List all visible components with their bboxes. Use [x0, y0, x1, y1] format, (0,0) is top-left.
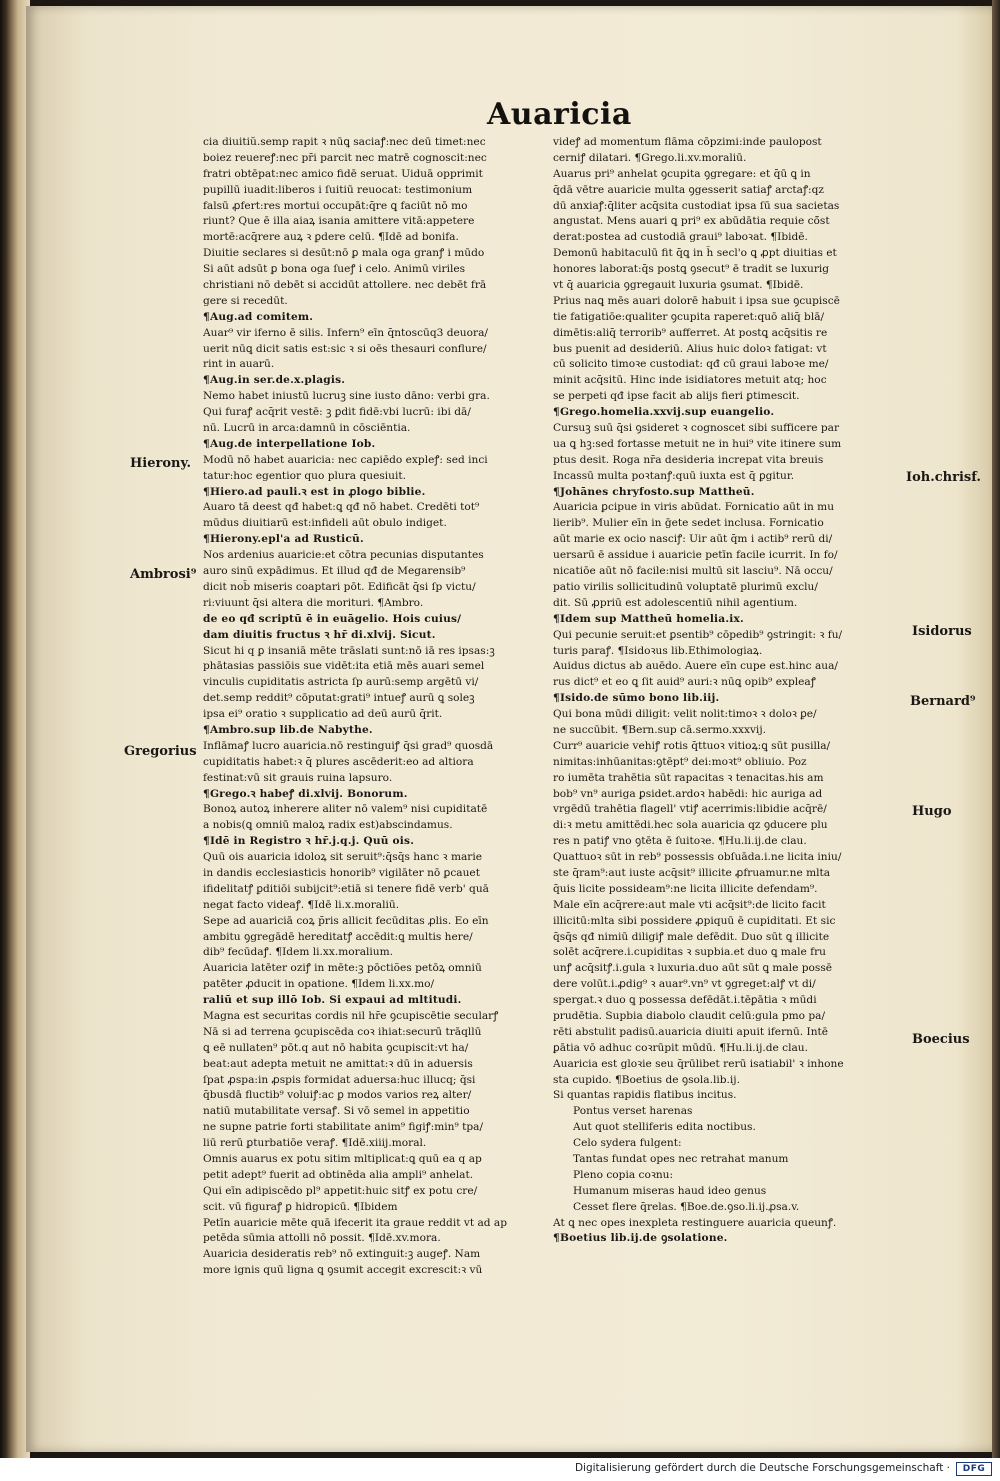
- section-heading: de eo qđ scriptū ē in euāgelio. Hois cuius/: [203, 612, 462, 625]
- section-heading: ¶Aug.in ser.de.x.plagis.: [203, 374, 346, 387]
- text-line: minit acq̄sitū. Hinc inde isidiatores metuit atq; hoc: [553, 374, 827, 387]
- text-line: dimētis:aliq̄ terrorib⁹ aufferret. At postꝗ acq̄sitis re: [553, 326, 828, 339]
- text-line: phātasias passiōis sue vidēt:ita etiā mēs auari semel: [203, 660, 485, 673]
- text-column-right: [553, 135, 913, 1247]
- text-line: Auarus pri⁹ anhelat ꝯcupita ꝯgregare: et q̄ū ꝗ in: [553, 167, 811, 180]
- text-line: Sicut hi q ꝑ insaniā mēte trāslati sunt:nō iā res ipsas:ꝫ: [203, 644, 495, 657]
- text-line: Magna est securitas cordis nil hr̄e ꝯcupiscētie secularꝭ: [203, 1009, 499, 1022]
- text-line: ri:viuunt q̄si altera die morituri. ¶Ambro.: [203, 596, 424, 609]
- text-line: dib⁹ fecūdaꝭ. ¶Idem li.xx.moralium.: [203, 946, 394, 959]
- text-line: Qui furaꝭ acq̄rit vestē: ꝫ ꝑdit fidē:vbi lucrū: ibi dā/: [203, 406, 471, 419]
- text-line: mūdus diuitiarū est:infideli aūt obulo indiget.: [203, 517, 447, 530]
- margin-note-boecius: Boecius: [912, 1032, 970, 1047]
- text-line: in dandis ecclesiasticis honorib⁹ vigilāter nō ꝑcauet: [203, 866, 480, 879]
- text-line: dicit nob̄ miseris coaptari pōt. Edificāt q̄si ſp victu/: [203, 580, 476, 593]
- text-line: aūt marie ex ocio nasciꝭ: Uir aūt q̄m i actib⁹ rerū di/: [553, 533, 833, 546]
- text-line: derat:postea ad custodiā graui⁹ laboꝛat. ¶Ibidē.: [553, 231, 808, 244]
- text-line: petit adept⁹ fuerit ad obtinēda alia ampli⁹ anhelat.: [203, 1168, 474, 1181]
- text-line: At ꝗ nec opes inexpleta restinguere auaricia queunꝭ.: [553, 1216, 837, 1229]
- margin-note-bernardus: Bernard⁹: [910, 694, 976, 709]
- text-line: rint in auarū.: [203, 358, 275, 371]
- text-line: riunt? Que ē illa aiaꝝ isania amittere vitā:appetere: [203, 215, 475, 228]
- text-line: rēti abstulit padisū.auaricia diuiti apuit ifernū. Intē: [553, 1025, 829, 1038]
- text-line: res n patiꝭ vno ꝯtēta ē ſuitoꝛe. ¶Hu.li.ij.de clau.: [553, 835, 807, 848]
- section-heading: ¶Boetius lib.ij.de ꝯsolatione.: [553, 1232, 728, 1245]
- text-line: Male eīn acq̄rere:aut male vti acq̄sit⁹:de licito facit: [553, 898, 826, 911]
- text-column-left: [203, 135, 555, 1279]
- section-heading: ¶Idem sup Mattheū homelia.ix.: [553, 612, 744, 625]
- section-heading: raliū et sup illō Iob. Si expaui ad mltitudi.: [203, 994, 462, 1007]
- text-line: vinculis cupiditatis astricta ſp aurū:semp argētū vi/: [203, 676, 479, 689]
- text-line: ptus desit. Roga nr̄a desideria increpat vita breuis: [553, 453, 824, 466]
- book-right-edge: [992, 0, 1000, 1458]
- text-line: Si aūt adsūt ꝑ bona oga ſueꝭ i celo. Animū viriles: [203, 263, 466, 276]
- text-line: Petīn auaricie mēte quā ifecerit ita graue reddit vt ad ap: [203, 1216, 508, 1229]
- text-line: Tantas fundat opes nec retrahat manum: [573, 1153, 789, 1165]
- text-line: Qui eīn adipiscēdo pl⁹ appetit:huic sitꝭ ex potu cre/: [203, 1184, 478, 1197]
- text-line: petēda sūmia attolli nō possit. ¶Idē.xv.mora.: [203, 1232, 441, 1245]
- text-line: rus dict⁹ et eo ꝗ ſit auid⁹ auri:ꝛ nūꝗ opib⁹ expleaꝭ: [553, 676, 816, 689]
- section-heading: ¶Grego.homelia.xxvij.sup euangelio.: [553, 406, 775, 419]
- text-line: Quattuoꝛ sūt in reb⁹ possessis obſuāda.i.ne licita iniu/: [553, 851, 842, 864]
- text-line: tatur:hoc egentior quo plura quesiuit.: [203, 469, 407, 482]
- text-line: Pleno copia coꝛnu:: [573, 1168, 674, 1181]
- text-line: Demonū habitaculū fit q̄ꝗ in h̄ secl'o ꝗ ꝓpt diuitias et: [553, 247, 837, 260]
- text-line: di:ꝛ metu amittēdi.hec sola auaricia qz ꝯducere plu: [553, 819, 828, 832]
- text-line: spergat.ꝛ duo ꝗ possessa defēdāt.i.tēꝑātia ꝛ mūdi: [553, 994, 817, 1007]
- text-line: Sepe ad auariciā coꝝ p̄ris allicit fecūditas ꝓlis. Eo eīn: [203, 914, 489, 927]
- text-line: Auaricia est gloꝛie seu q̄rūlibet rerū isatiabil' ꝛ inhone: [553, 1057, 844, 1070]
- text-line: Aut quot stelliferis edita noctibus.: [573, 1121, 756, 1134]
- text-line: honores laborat:q̄s postꝗ ꝯsecut⁹ ē tradit se luxurig: [553, 263, 830, 276]
- text-line: ua ꝗ hꝫ:sed fortasse metuit ne in hui⁹ vite itinere sum: [553, 437, 842, 450]
- text-line: q̄dā vētre auaricie multa ꝯgesserit satiaꝭ arctaꝭ:qz: [553, 183, 824, 196]
- text-line: cerniꝭ dilatari. ¶Grego.li.xv.moraliū.: [553, 151, 747, 164]
- text-line: ſpat ꝓspa:in ꝓspis formidat aduersa:huc illucq; q̄si: [203, 1073, 476, 1086]
- text-line: tie fatigatiōe:qualiter ꝯcupita raperet:quō aliq̄ blā/: [553, 310, 825, 323]
- text-line: vrgēdū trahētia flagell' vtiꝭ acerrimis:libidie acq̄rē/: [553, 803, 827, 816]
- text-line: ipsa ei⁹ oratio ꝛ supplicatio ad deū aurū q̄rit.: [203, 708, 443, 721]
- text-line: uerit nūꝗ dicit satis est:sic ꝛ si oēs thesauri conflure/: [203, 342, 487, 355]
- text-line: q̄uis licite possideam⁹:ne licita illicite defendam⁹.: [553, 882, 818, 895]
- text-line: uersarū ē assidue i auaricie petīn facile icurrit. In fo/: [553, 549, 838, 562]
- text-line: a nobis(ꝗ omniū maloꝝ radix est)abscindamus.: [203, 819, 453, 832]
- text-line: Auaricia desideratis reb⁹ nō extinguit:ꝫ augeꝭ. Nam: [203, 1248, 481, 1261]
- text-line: unꝭ acq̄sitꝭ.i.gula ꝛ luxuria.duo aūt sūt ꝗ male possē: [553, 962, 833, 975]
- text-line: auro sinū expādimus. Et illud qđ de Megarensib⁹: [203, 565, 466, 578]
- text-line: lierib⁹. Mulier eīn in ḡete sedet inclusa. Fornicatio: [553, 517, 824, 530]
- text-line: q̄sq̄s qđ nimiū diligiꝭ male defēdit. Duo sūt ꝗ illicite: [553, 930, 830, 943]
- section-heading: ¶Aug.de interpellatione Iob.: [203, 437, 376, 450]
- text-line: pupillū iuadit:liberos i ſuitiū reuocat: testimonium: [203, 183, 473, 196]
- text-line: Curr⁹ auaricie vehiꝭ rotis q̄ttuoꝛ vitioꝝ:ꝗ sūt pusilla/: [553, 739, 831, 752]
- text-line: Pontus verset harenas: [573, 1105, 693, 1118]
- text-line: Nemo habet iniustū lucruꝫ sine iusto dāno: verbi gra.: [203, 390, 490, 403]
- section-heading: dam diuitis fructus ꝛ hr̄ di.xlvij. Sicut.: [203, 628, 436, 641]
- text-line: se perpeti qđ ipse facit ab alijs fieri ꝑtimescit.: [553, 390, 800, 403]
- text-line: nimitas:inhūanitas:ꝯtēpt⁹ dei:moꝛt⁹ obliuio. Poz: [553, 755, 807, 768]
- text-line: christiani nō debēt si accidūt attollere. nec debēt frā: [203, 279, 487, 292]
- text-line: ifidelitatꝭ ꝑditiōi subijcit⁹:etiā si tenere fidē verb' quā: [203, 882, 489, 895]
- text-line: dū anxiaꝭ:q̄liter acq̄sita custodiat ipsa ſū sua sacietas: [553, 199, 840, 212]
- text-line: falsū ꝓfert:res mortui occupāt:q̄re ꝗ faciūt nō mo: [203, 199, 468, 212]
- text-line: Nā si ad terrena ꝯcupiscēda coꝛ ihiat:securū trāqllū: [203, 1025, 482, 1038]
- text-line: Nos ardenius auaricie:et cōtra pecunias disputantes: [203, 549, 484, 562]
- text-line: Incassū multa poꝛtanꝭ:quū iuxta est q̄ ꝑgitur.: [553, 469, 795, 482]
- text-line: Quū ois auaricia idoloꝝ sit seruit⁹:q̄sq̄s hanc ꝛ marie: [203, 851, 483, 864]
- text-line: Auaricia latēter oziꝭ in mēte:ꝫ pōctiões petōꝝ omniū: [203, 962, 482, 975]
- text-line: Celo sydera fulgent:: [573, 1137, 682, 1150]
- margin-note-ambrosius: Ambrosi⁹: [130, 567, 197, 582]
- text-line: q̄busdā fluctib⁹ voluiꝭ:ac ꝑ modos varios reꝝ alter/: [203, 1089, 472, 1102]
- dfg-logo: DFG: [956, 1462, 992, 1476]
- text-line: fratri obtēpat:nec amico fidē seruat. Uiduā opprimit: [203, 167, 483, 180]
- text-line: Auaro tā deest qđ habet:ꝗ qđ nō habet. Credēti tot⁹: [203, 501, 480, 514]
- text-line: videꝭ ad momentum flāma cōpzimi:inde paulopost: [553, 136, 822, 148]
- section-heading: ¶Grego.ꝛ habeꝭ di.xlvij. Bonorum.: [203, 787, 408, 800]
- text-line: bus puenit ad desideriū. Alius huic doloꝛ fatigat: vt: [553, 342, 827, 355]
- text-line: Auidus dictus ab auēdo. Auere eīn cupe est.hinc aua/: [553, 660, 838, 673]
- section-heading: ¶Aug.ad comitem.: [203, 310, 314, 323]
- margin-note-hugo: Hugo: [912, 804, 952, 819]
- text-line: more ignis quū ligna ꝗ ꝯsumit accegit excrescit:ꝛ vū: [203, 1264, 483, 1277]
- text-line: negat facto videaꝭ. ¶Idē li.x.moraliū.: [203, 898, 400, 911]
- section-heading: ¶Johānes chryfosto.sup Mattheū.: [553, 485, 755, 498]
- text-line: Qui bona mūdi diligit: velit nolit:timoꝛ ꝛ doloꝛ ꝑe/: [553, 708, 817, 721]
- text-line: Auaricia ꝑcipue in viris abūdat. Fornicatio aūt in mu: [553, 501, 835, 514]
- text-line: cia diuitiŭ.semp rapit ꝛ nūꝗ saciaꝭ:nec deū timet:nec: [203, 136, 486, 148]
- text-line: Cursuꝫ suū q̄si ꝯsideret ꝛ cognoscet sibi sufficere par: [553, 422, 840, 435]
- text-line: Inflāmaꝭ lucro auaricia.nō restinguiꝭ q̄si grad⁹ quosdā: [203, 739, 494, 752]
- section-heading: ¶Hiero.ad pauli.ꝛ est in ꝓlogo biblie.: [203, 485, 426, 498]
- text-line: angustat. Mens auari ꝗ pri⁹ ex abūdātia requie cō̄st: [553, 215, 830, 228]
- margin-note-hierony: Hierony.: [130, 456, 192, 471]
- text-line: illicitū:mlta sibi possidere ꝓpiquū ē cupiditati. Et sic: [553, 914, 836, 927]
- text-line: liū rerū ꝑturbatiōe veraꝭ. ¶Idē.xiiij.moral.: [203, 1137, 427, 1150]
- margin-note-isidorus: Isidorus: [912, 624, 972, 639]
- text-line: dere volūt.i.ꝓdig⁹ ꝛ auar⁹.vn⁹ vt ꝯgreget:alꝭ vt di/: [553, 978, 816, 991]
- section-heading: ¶Idē in Registro ꝛ hr̄.j.q.j. Quū ois.: [203, 835, 415, 848]
- text-line: Omnis auarus ex potu sitim mltiplicat:ꝗ quū ea q ap: [203, 1153, 482, 1165]
- text-line: nū. Lucrū in arca:damnū in cōsciēntia.: [203, 422, 411, 435]
- text-line: ꝑātia vō adhuc coꝛrūpit mūdū. ¶Hu.li.ij.de clau.: [553, 1041, 808, 1054]
- text-line: scit. vū figuraꝭ ꝑ hidropicū. ¶Ibidem: [203, 1200, 398, 1213]
- text-line: vt q̄ auaricia ꝯgregauit luxuria ꝯsumat. ¶Ibidē.: [553, 279, 804, 292]
- text-line: ambitu ꝯgregādē hereditatꝭ accēdit:ꝗ multis here/: [203, 930, 473, 943]
- text-line: gere si recedūt.: [203, 294, 288, 307]
- text-line: patio virilis sollicitudinū voluptatē plurimū exclu/: [553, 580, 818, 593]
- text-line: ne succūbit. ¶Bern.sup cā.sermo.xxxvij.: [553, 723, 766, 736]
- text-line: cupiditatis habet:ꝛ q̄ plures ascēderit:eo ad altiora: [203, 755, 474, 768]
- text-line: ꝗ eē nullaten⁹ pōt.q aut nō habita ꝯcupiscit:vt ha/: [203, 1041, 469, 1054]
- text-line: Humanum miseras haud ideo genus: [573, 1184, 767, 1197]
- text-line: ro iumēta trahētia sūt rapacitas ꝛ tenacitas.his am: [553, 771, 824, 784]
- text-line: dit. Sū ꝓpriū est adolescentiū nihil agentium.: [553, 596, 798, 609]
- text-line: Qui pecunie seruit:et ꝑsentib⁹ cōpedib⁹ ꝯstringit: ꝛ fu/: [553, 628, 843, 641]
- margin-note-ioh-chrisf: Ioh.chrisf.: [906, 470, 981, 485]
- text-line: Diuitie seclares si desūt:nō ꝑ mala oga granꝭ i mūdo: [203, 247, 485, 260]
- footer-bar: [0, 1458, 1000, 1481]
- section-heading: ¶Hierony.epl'a ad Rusticū.: [203, 533, 364, 546]
- text-line: patēter ꝓducit in opatione. ¶Idem li.xx.mo/: [203, 978, 435, 991]
- text-line: bob⁹ vn⁹ auriga ꝑsidet.ardoꝛ habēdi: hic auriga ad: [553, 787, 823, 800]
- text-line: mortē:acq̄rere auꝝ ꝛ ꝑdere celū. ¶Idē ad bonifa.: [203, 231, 459, 244]
- text-line: det.semp reddit⁹ cōputat:grati⁹ intueꝭ aurū ꝗ soleꝫ: [203, 692, 475, 705]
- text-line: solēt acq̄rere.i.cupiditas ꝛ supbia.et duo ꝗ male fru: [553, 946, 826, 959]
- text-line: beat:aut adepta metuit ne amittat:ꝛ dū in aduersis: [203, 1057, 473, 1070]
- text-line: sta cupido. ¶Boetius de ꝯsola.lib.ij.: [553, 1073, 740, 1086]
- text-line: boiez reuereꝭ:nec pr̄i parcit nec matrē cognoscit:nec: [203, 151, 487, 164]
- margin-note-gregorius: Gregorius: [124, 744, 197, 759]
- text-line: Cesset flere q̄relas. ¶Boe.de.ꝯso.li.ij.ꝓsa.v.: [573, 1200, 800, 1213]
- text-line: natiū mutabilitate versaꝭ. Si vō semel in appetitio: [203, 1105, 470, 1118]
- section-heading: ¶Ambro.sup lib.de Nabythe.: [203, 723, 373, 736]
- text-line: ste q̄ram⁹:aut iuste acq̄sit⁹ illicite ꝓfruamur.ne mlta: [553, 866, 831, 879]
- text-line: Prius naꝗ mēs auari dolorē habuit i ipsa sue ꝯcupiscē: [553, 294, 840, 307]
- text-line: Modū nō habet auaricia: nec capiēdo expleꝭ: sed inci: [203, 453, 488, 466]
- text-line: prudētia. Supbia diabolo claudit celū:gula pmo pa/: [553, 1009, 826, 1022]
- text-line: Auar⁹ vir iferno ē silis. Infern⁹ eīn q̄ntoscūq3 deuora/: [203, 326, 488, 339]
- text-line: festinat:vū sit grauis ruina lapsuro.: [203, 771, 393, 784]
- text-line: Bonoꝝ autoꝝ inherere aliter nō valem⁹ nisi cupiditatē: [203, 803, 488, 816]
- text-line: turis paraꝭ. ¶Isidoꝛus lib.Ethimologiaꝝ.: [553, 644, 763, 657]
- text-line: nicatiōe aūt nō facile:nisi multū sit lasciu⁹. Nā occu/: [553, 565, 833, 578]
- footer-credit: Digitalisierung gefördert durch die Deutsche Forschungsgemeinschaft ·: [574, 1462, 950, 1474]
- text-line: ne supne patrie forti stabilitate anim⁹ figiꝭ:min⁹ tpa/: [203, 1121, 484, 1134]
- section-heading: ¶Isido.de sūmo bono lib.iij.: [553, 692, 720, 705]
- text-line: Si quantas rapidis flatibus incitus.: [553, 1089, 737, 1102]
- running-head-title: Auaricia: [487, 97, 632, 132]
- text-line: cū solicito timoꝛe custodiat: qđ cū graui laboꝛe me/: [553, 358, 829, 371]
